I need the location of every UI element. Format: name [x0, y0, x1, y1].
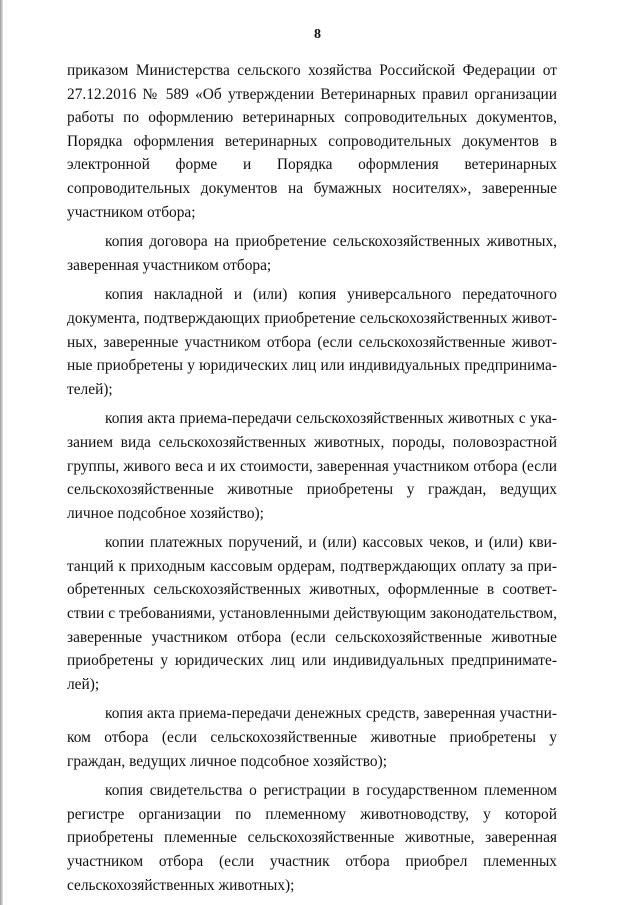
paragraph-cash-transfer-act: копия акта приема-передачи денежных средств, заверенная участником отбора (если сельскохозяйственные животные приобретены у граждан, ведущих личное подсобное хозяйство);	[67, 705, 557, 770]
paragraph-continuation-vet-documents: приказом Министерства сельского хозяйства Российской Федерации от 27.12.2016 № 589 «Об утверждении Ветеринарных правил организации работы по оформлению ветеринарных сопроводительных документов, Порядка оформления ветеринарных сопроводительных документов в электронной форме и Порядка оформления ветеринарных сопроводительных документов на бумажных носителях», заверенные участником отбора;	[67, 62, 557, 221]
paragraph-invoice-copy: копия накладной и (или) копия универсального передаточного документа, подтверждающих приобретение сельскохозяйственных животных, заверенные участником отбора (если сельскохозяйственные животные приобретены у юридических лиц или индивидуальных предпринимателей);	[67, 286, 557, 398]
paragraph-purchase-contract: копия договора на приобретение сельскохозяйственных животных, заверенная участником отбора;	[67, 233, 557, 274]
paragraph-breeding-registry-certificate: копия свидетельства о регистрации в государственном племенном регистре организации по племенному животноводству, у которой приобретены племенные сельскохозяйственные животные, заверенная участником отбора (если участник отбора приобрел племенных сельскохозяйственных животных);	[67, 782, 557, 894]
document-body	[67, 59, 557, 897]
page-number: 8	[314, 27, 321, 42]
paragraph-payment-orders: копии платежных поручений, и (или) кассовых чеков, и (или) квитанций к приходным кассовым ордерам, подтверждающих оплату за приобретенных сельскохозяйственных животных, оформленные в соответствии с требованиями, установленными действующим законодательством, заверенные участником отбора (если сельскохозяйственные животные приобретены у юридических лиц или индивидуальных предпринимателей);	[67, 534, 557, 693]
paragraph-acceptance-act: копия акта приема-передачи сельскохозяйственных животных с указанием вида сельскохозяйственных животных, породы, половозрастной группы, живого веса и их стоимости, заверенная участником отбора (если сельскохозяйственные животные приобретены у граждан, ведущих личное подсобное хозяйство);	[67, 410, 557, 522]
scan-page-edge	[0, 0, 3, 905]
